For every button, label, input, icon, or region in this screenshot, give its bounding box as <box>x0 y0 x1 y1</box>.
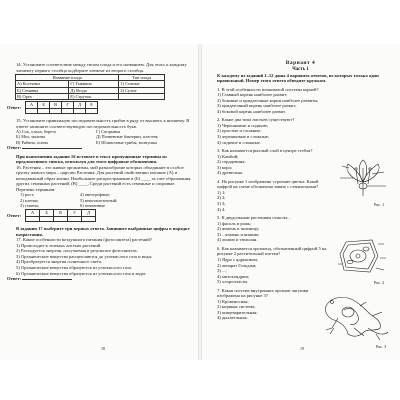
answer-header: Б <box>38 102 50 108</box>
table-row <box>16 93 165 99</box>
question-14 <box>7 62 193 114</box>
question-1 <box>208 87 393 115</box>
q15-options <box>15 129 159 145</box>
question-16 <box>7 154 193 223</box>
answer-header: Д <box>74 102 86 108</box>
answer-cell[interactable] <box>68 216 82 222</box>
term-text: 5) многоклеточный; <box>80 197 118 203</box>
option-text: Д) Почвенные бактерии, плесень <box>96 134 158 140</box>
option-text: 4) дыхательная. <box>217 315 248 321</box>
option-text: 1) Главный корень наиболее развит; <box>217 92 288 98</box>
option-text: 3) 3; <box>217 201 226 207</box>
q16-instruction: При выполнении задания 16 вставьте в текст пропущенные термины из предложенного списка, используя для этого цифровые обозначения. <box>16 153 167 165</box>
table-cell: Е) Стручок <box>69 93 119 99</box>
option-text: 5) хлоропласты. <box>217 279 249 285</box>
answer-header: Г <box>62 102 74 108</box>
option-text: 4) митохондрии; <box>217 273 250 279</box>
answer-header: Г <box>68 210 82 216</box>
page-number: 19 <box>300 346 304 352</box>
table-cell: Д) Ягода <box>69 87 119 93</box>
term-text: 6) почвенные <box>80 203 105 209</box>
table-cell: А) Костянка <box>16 81 69 87</box>
option-text: 4) Преобразуется энергия солнечного света. <box>16 259 103 265</box>
book-spread <box>0 44 400 360</box>
option-text: 2) ячмень и пшеницу; <box>217 226 260 232</box>
option-text: 4) лилию и тюльпан. <box>217 237 258 243</box>
q7-stem: 7. Какая система внутренних органов лягушки изображена на рисунке 3? <box>217 287 309 299</box>
table-cell: В) Орех <box>16 93 69 99</box>
q14-header-name: Название плода <box>16 75 119 81</box>
answer-header: Б <box>40 210 54 216</box>
answer-header: В <box>50 102 62 108</box>
question-2 <box>208 117 393 145</box>
figure-2-caption: Рис. 2 <box>374 280 385 285</box>
answer-header: А <box>26 102 38 108</box>
answer-cell[interactable] <box>38 108 50 114</box>
option-text: 2) боковые и придаточные корни наиболее развиты; <box>217 97 319 103</box>
q16-answer <box>7 209 193 222</box>
option-text: 5) Органические вещества образуются из углекислого газа. <box>16 264 132 270</box>
question-15 <box>7 118 193 151</box>
part-title: Часть 1 <box>292 67 309 72</box>
term-text: 3) семена; <box>20 203 39 209</box>
left-page <box>3 44 196 360</box>
question-4 <box>208 179 328 212</box>
q16-terms-header: Перечень терминов: <box>16 186 56 192</box>
q14-answer <box>7 101 193 114</box>
q2-stem: 2. Какие два типа листьев существуют? <box>217 117 295 123</box>
option-text: А) Сок, ольха, береза <box>16 129 56 135</box>
table-cell: Г) Тыквина <box>69 81 119 87</box>
q5-stem: 5. К двудольным растениям относят... <box>217 215 291 221</box>
q16-text: 16. Растения – это живые организмы, мой разнообразие которых объединяет в особое группу живого мира – царство Растения. Для растений свойственно питание (А) и неподвижный образ жизни. Наибольшее распространение в (Б) ____ за счет образования других семенных растений, (В) ____, Среди растений есть семенные и споровые. <box>16 164 191 187</box>
q4-stem: 4. На рисунке 1 изображено строение цветка. Какой цифрой на схеме обозначена завязь с семяпочками? <box>217 178 319 190</box>
table-cell: 1) Сочные <box>119 81 165 87</box>
term-text: 4) автотрофные; <box>80 192 111 198</box>
figure-3-caption: Рис. 3 <box>376 344 387 349</box>
option-text: Е) Шляпочные грибы, волнушка <box>96 139 157 145</box>
q14-table <box>15 74 165 100</box>
answer-label: Ответ: <box>7 104 22 110</box>
option-text: 3) кора; <box>217 164 232 170</box>
option-text: Б) Мох, малина <box>16 134 45 140</box>
option-text: 3) придаточный корень наиболее развит; <box>217 103 297 109</box>
option-text: 3) Органические вещества расщепляются до углекислого газа и воды. <box>16 253 153 259</box>
option-text: 2) Расходуется энергия, получаемая в результате фотосинтеза. <box>16 248 138 254</box>
q1-stem: 1. В этой особенности мочковатой системы корней? <box>217 86 319 92</box>
option-text: 4) боковой корень наиболее развит. <box>217 108 286 114</box>
option-text: 3) черешковые и сложные; <box>217 134 270 140</box>
answer-cell[interactable] <box>62 108 74 114</box>
answer-cell[interactable] <box>50 108 62 114</box>
term-text: 1) рост; <box>20 192 35 198</box>
answer-header: Е <box>86 102 98 108</box>
answer-label: Ответ: <box>7 212 22 218</box>
q14-answer-grid <box>25 101 98 114</box>
q17-stem: 17. Какие особенности воздушного питания (фотосинтеза) растений? <box>16 237 152 243</box>
option-text: 2) аппарат Гольджи; <box>217 262 257 268</box>
question-5 <box>208 215 328 243</box>
q6-stem: 6. Как называется органоид, обозначенный цифрой 5 на рисунке 2 растительной клетки? <box>217 245 327 257</box>
variant-title: Вариант 4 <box>285 60 316 66</box>
option-text: 4) сидячие и сложные. <box>217 139 261 145</box>
book-gutter <box>198 44 202 360</box>
answer-header: А <box>26 210 40 216</box>
q16-answer-grid <box>25 209 96 222</box>
answer-label: Ответ: <box>7 276 22 282</box>
frog-figure <box>320 288 392 342</box>
option-text: 3) ...; <box>217 268 227 274</box>
option-text: 2) нервная система; <box>217 304 256 310</box>
question-7 <box>208 288 328 321</box>
right-instruction: К каждому из заданий 1–12 даны 4 варианта ответов, из которых только один правильный. Номер этого ответа обведите кружком. <box>217 72 379 84</box>
answer-blank[interactable] <box>22 148 82 149</box>
frog-drawing <box>320 288 392 342</box>
table-cell: 2) Сухие <box>119 87 165 93</box>
option-text: 2) простые и сложные; <box>217 128 262 134</box>
q3-stem: 3. Как называется рыхлый слой в центре стебля? <box>217 148 313 154</box>
option-text: 1) Камбий; <box>217 153 239 159</box>
option-text: Г) Спорынья <box>96 129 121 135</box>
figure-1-caption: Рис. 1 <box>374 202 385 207</box>
answer-cell[interactable] <box>86 108 98 114</box>
option-text: 4) древесина. <box>217 170 244 176</box>
option-text: 1) Ядро с ядрышком; <box>217 256 259 262</box>
answer-cell[interactable] <box>26 216 40 222</box>
answer-header: В <box>54 210 68 216</box>
option-text: В) Рябина, осина <box>16 139 48 145</box>
term-text: 2) клетки; <box>20 197 39 203</box>
answer-cell[interactable] <box>54 216 68 222</box>
answer-cell[interactable] <box>26 108 38 114</box>
option-text: 2) сердцевина; <box>217 159 246 165</box>
table-cell <box>119 93 165 99</box>
q16-terms <box>19 192 118 208</box>
option-text: 1) Черешковые и сидячие; <box>217 122 269 128</box>
flower-figure <box>334 156 392 200</box>
cell-figure <box>336 236 390 276</box>
q14-header-type: Тип плода <box>119 75 165 81</box>
option-text: 3) пищеварительная; <box>217 309 258 315</box>
page-number: 18 <box>101 346 105 352</box>
answer-cell[interactable] <box>74 108 86 114</box>
question-6 <box>208 246 328 285</box>
option-text: 1) фасоль и рожь; <box>217 220 252 226</box>
answer-blank[interactable] <box>22 279 72 280</box>
option-text: 1) Кровеносная; <box>217 298 249 304</box>
table-cell: Б) Семянка <box>16 87 69 93</box>
q15-stem: 15. Установите правильную последовательность грибов в ряду от высшего к низшему. В ответе запишите соответствующую последовательность букв. <box>16 118 190 129</box>
flower-drawing <box>334 156 392 200</box>
option-text: 6) Органические вещества образуются из углекислого газа и воды. <box>16 270 147 276</box>
answer-header: Д <box>82 210 96 216</box>
q17-instruction: В задании 17 выберите три верных ответа. Запишите выбранные цифры в порядке возрастания. <box>16 226 190 237</box>
right-page <box>204 44 397 360</box>
question-17 <box>7 226 193 281</box>
answer-cell[interactable] <box>40 216 54 222</box>
option-text: 4) 4. <box>217 206 226 212</box>
q14-stem: 14. Установите соответствие между типом плода и его названием. Для этого к каждому элементу первого столбца подберите элемент из второго столбца. <box>16 62 187 73</box>
answer-label: Ответ: <box>7 145 22 151</box>
option-text: 1) Происходит в зеленых листьях растений. <box>16 242 102 248</box>
answer-cell[interactable] <box>82 216 96 222</box>
option-text: 2) 2; <box>217 195 226 201</box>
option-text: 1) 1; <box>217 189 226 195</box>
cell-drawing <box>336 236 390 276</box>
option-text: 3) ...ячмень и вишню; <box>217 231 260 237</box>
